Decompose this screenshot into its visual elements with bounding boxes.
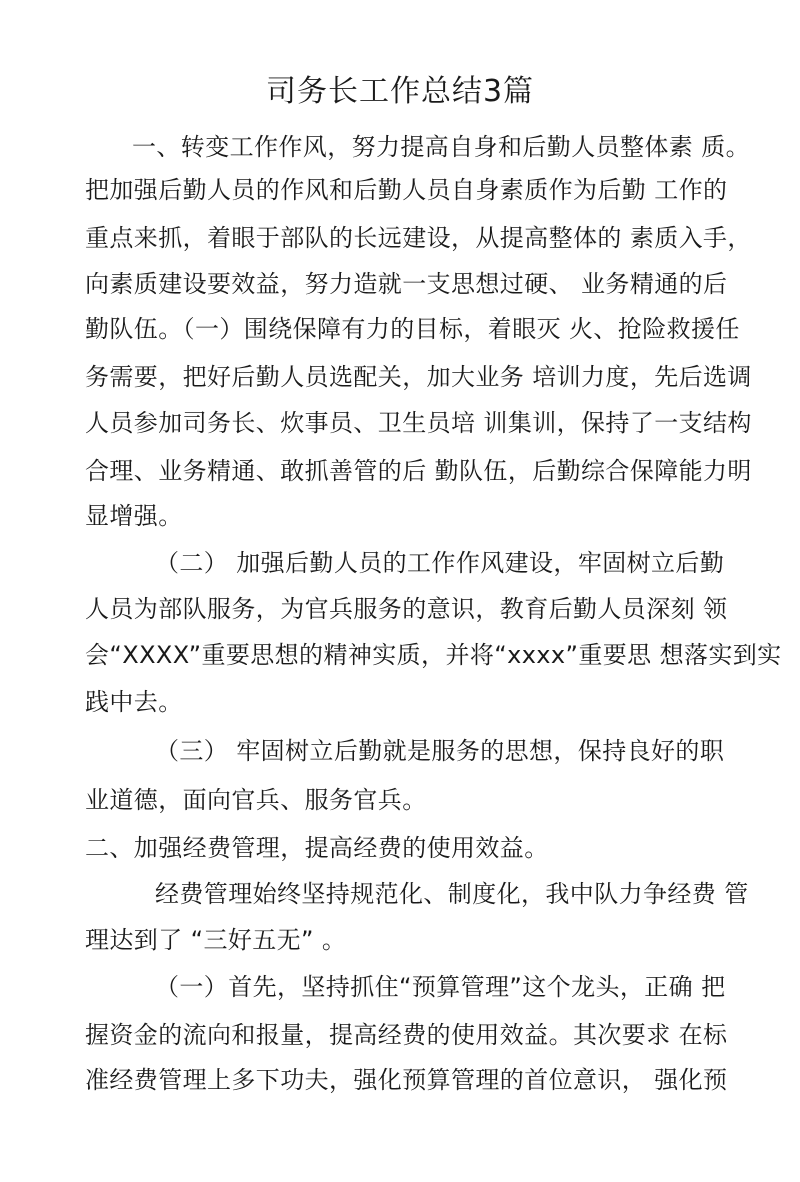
paragraph-line: 重点来抓，着眼于部队的长远建设，从提高整体的 素质入手， (85, 224, 752, 252)
paragraph-line: 勤队伍。（一）围绕保障有力的目标，着眼灭 火、抢险救援任 (85, 315, 740, 343)
paragraph-line: 会“XXXX”重要思想的精神实质，并将“xxxx”重要思 想落实到实 (85, 641, 782, 669)
paragraph-line: 人员为部队服务，为官兵服务的意识，教育后勤人员深刻 领 (85, 595, 728, 623)
paragraph-line: （一）首先，坚持抓住“预算管理”这个龙头，正确 把 (155, 973, 726, 1001)
paragraph-line: （二） 加强后勤人员的工作作风建设，牢固树立后勤 (155, 549, 725, 577)
paragraph-line: 践中去。 (85, 688, 183, 716)
paragraph-line: 握资金的流向和报量，提高经费的使用效益。其次要求 在标 (85, 1021, 728, 1049)
paragraph-line: 合理、业务精通、敢抓善管的后 勤队伍，后勤综合保障能力明 (85, 457, 752, 485)
paragraph-line: 显增强。 (85, 502, 183, 530)
paragraph-line: 把加强后勤人员的作风和后勤人员自身素质作为后勤 工作的 (85, 176, 728, 204)
paragraph-line: 一、转变工作作风，努力提高自身和后勤人员整体素 质。 (132, 133, 751, 161)
paragraph-line: （三） 牢固树立后勤就是服务的思想，保持良好的职 (155, 737, 725, 765)
paragraph-line: 业道德，面向官兵、服务官兵。 (85, 786, 427, 814)
paragraph-line: 准经费管理上多下功夫，强化预算管理的首位意识， 强化预 (85, 1066, 728, 1094)
paragraph-line: 人员参加司务长、炊事员、卫生员培 训集训，保持了一支结构 (85, 409, 752, 437)
paragraph-line: 务需要，把好后勤人员选配关，加大业务 培训力度，先后选调 (85, 363, 752, 391)
paragraph-line: 向素质建设要效益，努力造就一支思想过硬、 业务精通的后 (85, 270, 728, 298)
section-heading: 二、加强经费管理，提高经费的使用效益。 (85, 834, 549, 862)
paragraph-line: 经费管理始终坚持规范化、制度化，我中队力争经费 管 (155, 880, 749, 908)
document-title: 司务长工作总结3篇 (265, 74, 535, 109)
paragraph-line: 理达到了 “三好五无” 。 (85, 926, 347, 954)
